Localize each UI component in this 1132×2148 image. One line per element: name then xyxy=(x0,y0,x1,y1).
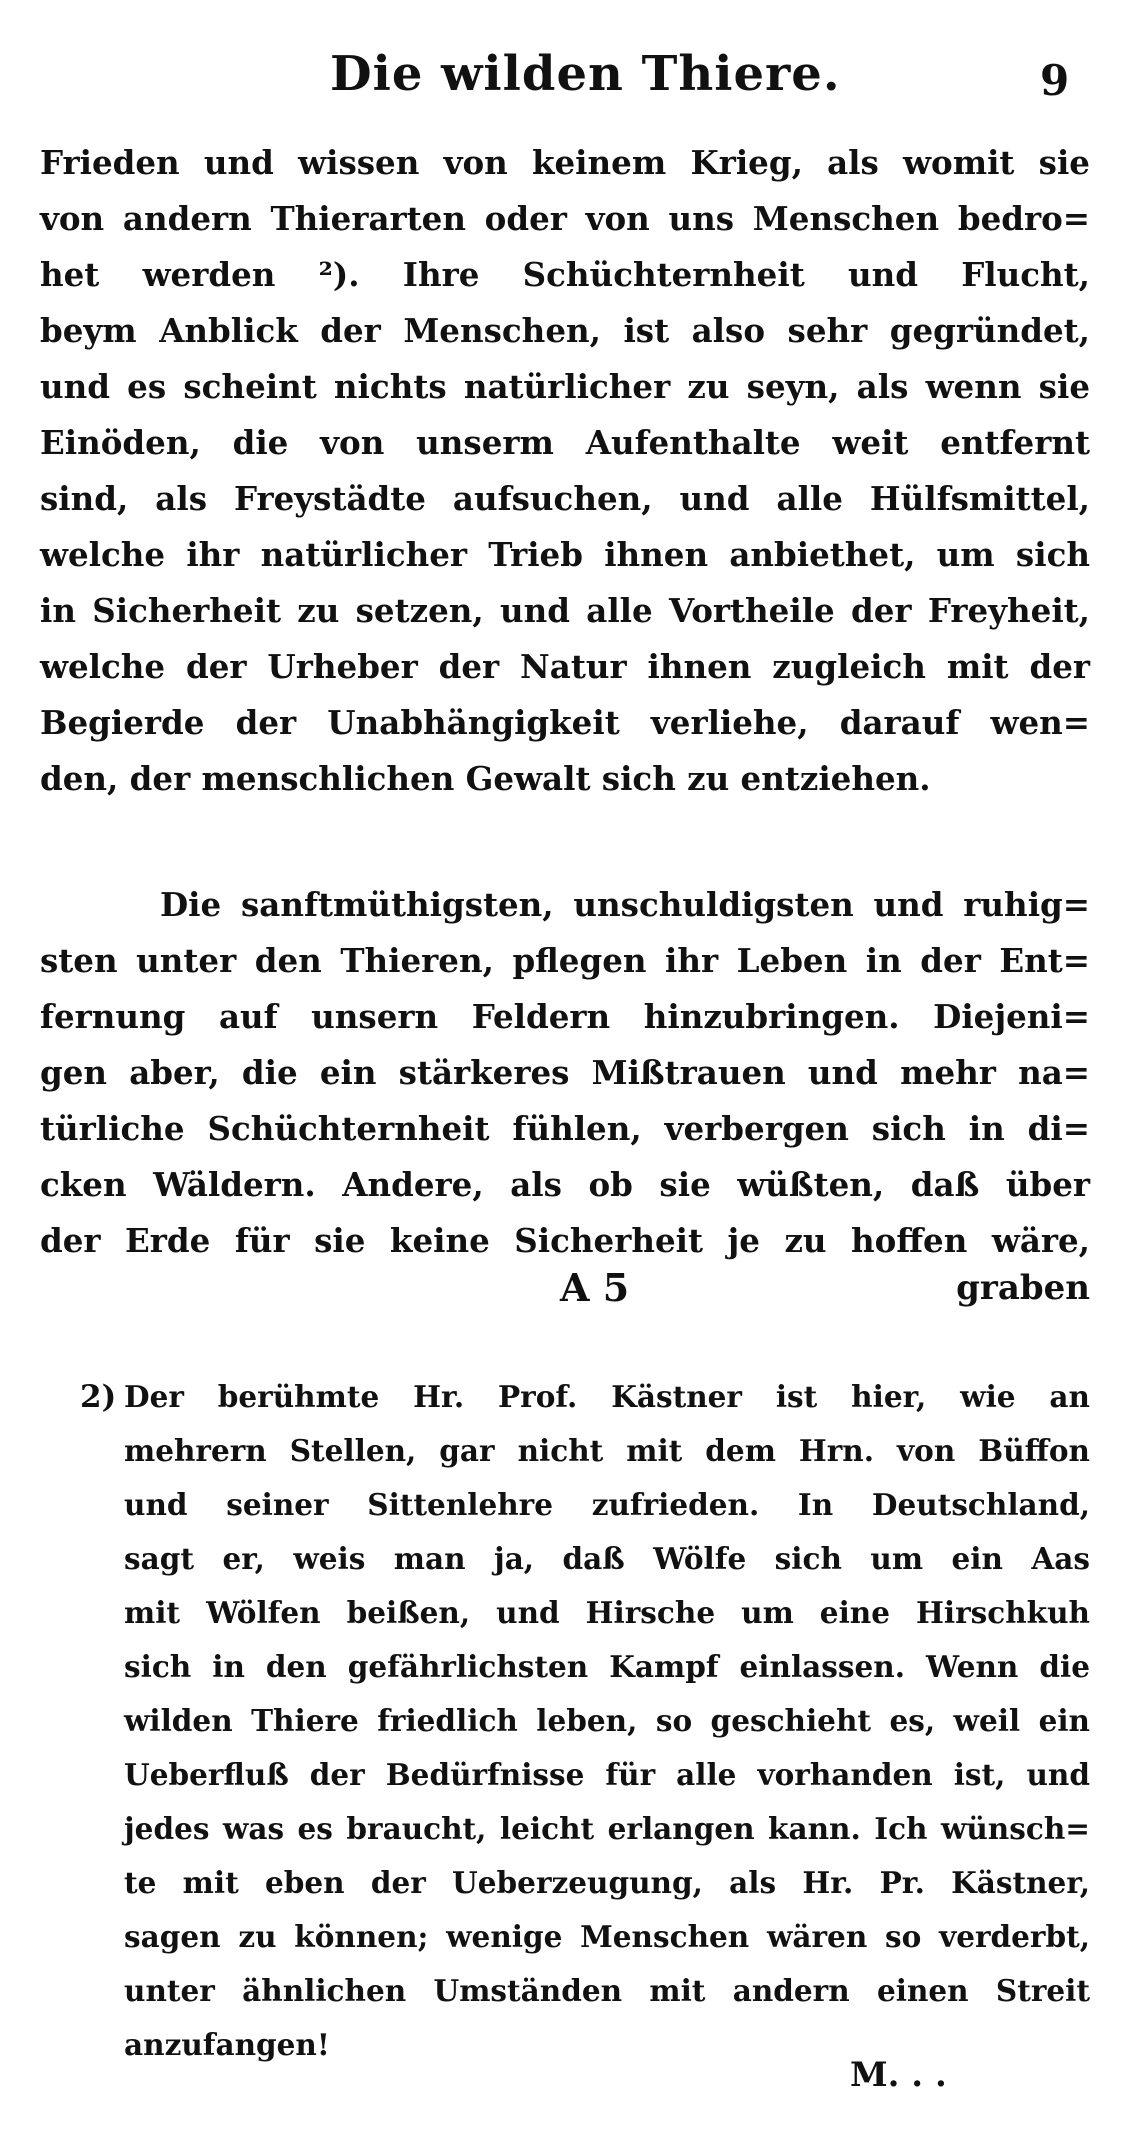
running-title: Die wilden Thiere. xyxy=(330,46,841,102)
page-header xyxy=(0,40,1132,120)
text-line: beym Anblick der Menschen, ist also sehr gegründet, xyxy=(40,311,1090,350)
footnote-author-sign: M. . . xyxy=(850,2055,947,2095)
text-line: Frieden und wissen von keinem Krieg, als womit sie xyxy=(40,143,1090,182)
footnote-line: te mit eben der Ueberzeugung, als Hr. Pr. Kästner, xyxy=(124,1865,1090,1900)
text-line: cken Wäldern. Andere, als ob sie wüßten, daß über xyxy=(40,1165,1090,1204)
text-line: türliche Schüchternheit fühlen, verbergen sich in di= xyxy=(40,1109,1090,1148)
text-line: gen aber, die ein stärkeres Mißtrauen und mehr na= xyxy=(40,1053,1090,1092)
paragraph-2 xyxy=(40,877,1090,1269)
footnote-line: und seiner Sittenlehre zufrieden. In Deutschland, xyxy=(124,1487,1090,1522)
text-line: fernung auf unsern Feldern hinzubringen. Diejeni= xyxy=(40,997,1090,1036)
signature-row xyxy=(40,1260,1090,1316)
printer-signature: A 5 xyxy=(560,1265,630,1310)
footnote-line: wilden Thiere friedlich leben, so geschieht es, weil ein xyxy=(124,1703,1090,1738)
footnote-line: sagen zu können; wenige Menschen wären so verderbt, xyxy=(124,1919,1090,1954)
text-line: und es scheint nichts natürlicher zu seyn, als wenn sie xyxy=(40,367,1090,406)
footnote-line: jedes was es braucht, leicht erlangen kann. Ich wünsch= xyxy=(124,1811,1090,1846)
text-line: welche der Urheber der Natur ihnen zugleich mit der xyxy=(40,647,1090,686)
page-number: 9 xyxy=(1040,56,1070,105)
footnote-line: unter ähnlichen Umständen mit andern einen Streit xyxy=(124,1973,1090,2008)
text-line: Einöden, die von unserm Aufenthalte weit entfernt xyxy=(40,423,1090,462)
text-line: der Erde für sie keine Sicherheit je zu hoffen wäre, xyxy=(40,1221,1090,1260)
text-line: in Sicherheit zu setzen, und alle Vortheile der Freyheit, xyxy=(40,591,1090,630)
text-line: den, der menschlichen Gewalt sich zu entziehen. xyxy=(40,759,931,798)
footnote-line: Ueberfluß der Bedürfnisse für alle vorhanden ist, und xyxy=(124,1757,1090,1792)
text-line: von andern Thierarten oder von uns Menschen bedro= xyxy=(40,199,1090,238)
footnote-marker: 2) xyxy=(80,1379,117,1415)
text-line: het werden ²). Ihre Schüchternheit und Flucht, xyxy=(40,255,1090,294)
text-line: welche ihr natürlicher Trieb ihnen anbiethet, um sich xyxy=(40,535,1090,574)
footnote-line: mit Wölfen beißen, und Hirsche um eine Hirschkuh xyxy=(124,1595,1090,1630)
text-line: sten unter den Thieren, pflegen ihr Leben in der Ent= xyxy=(40,941,1090,980)
catchword: graben xyxy=(956,1268,1090,1308)
text-line: sind, als Freystädte aufsuchen, und alle Hülfsmittel, xyxy=(40,479,1090,518)
footnote-line: Der berühmte Hr. Prof. Kästner ist hier, wie an xyxy=(124,1379,1090,1414)
main-text xyxy=(40,135,1090,1269)
paragraph-1 xyxy=(40,135,1090,807)
footnote-line: mehrern Stellen, gar nicht mit dem Hrn. von Büffon xyxy=(124,1433,1090,1468)
text-line: Die sanftmüthigsten, unschuldigsten und ruhig= xyxy=(160,885,1090,924)
text-line: Begierde der Unabhängigkeit verliehe, darauf wen= xyxy=(40,703,1090,742)
footnote-line: anzufangen! xyxy=(124,2027,330,2062)
footnote-line: sich in den gefährlichsten Kampf einlassen. Wenn die xyxy=(124,1649,1090,1684)
footnote-line: sagt er, weis man ja, daß Wölfe sich um ein Aas xyxy=(124,1541,1090,1576)
footnote-text xyxy=(124,1370,1090,2072)
paragraph-gap xyxy=(40,807,1090,877)
